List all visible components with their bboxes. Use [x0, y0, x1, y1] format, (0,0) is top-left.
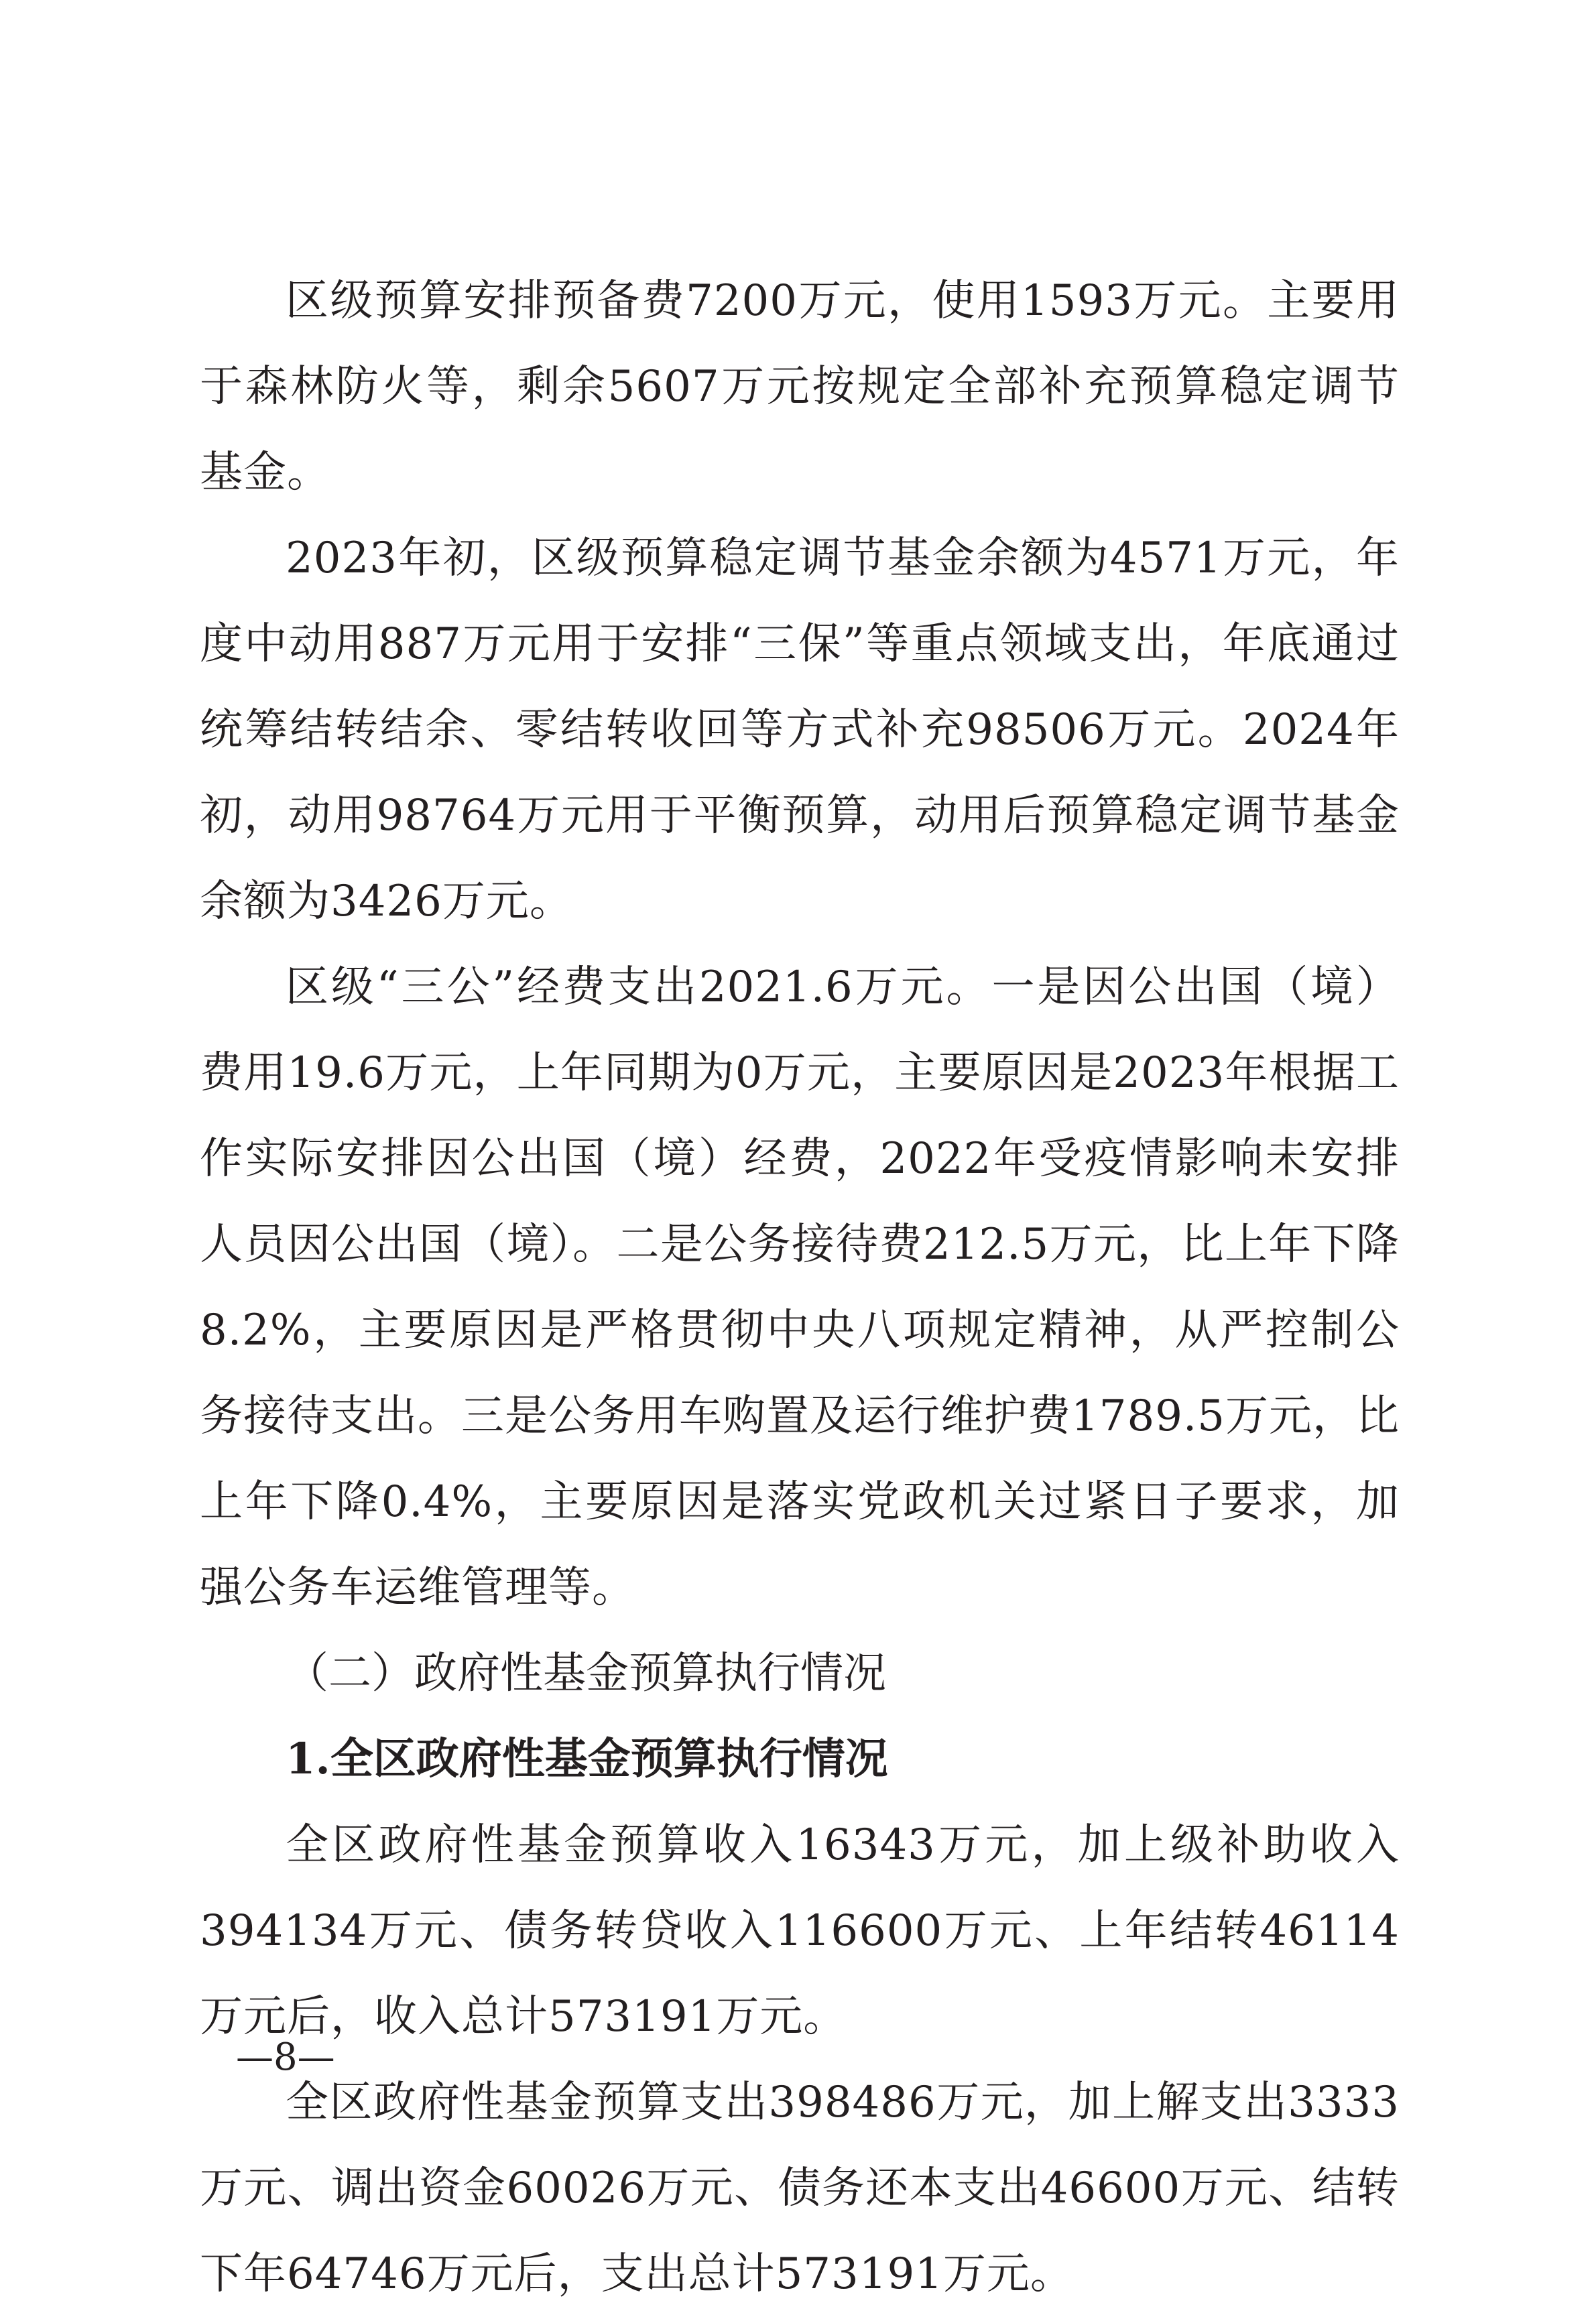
page-body [200, 258, 1400, 2317]
paragraph-three-public-expenses: 区级“三公”经费支出2021.6万元。一是因公出国（境）费用19.6万元，上年同期为0万元，主要原因是2023年根据工作实际安排因公出国（境）经费，2022年受疫情影响未安排人员因公出国（境）。二是公务接待费212.5万元，比上年下降8.2%，主要原因是严格贯彻中央八项规定精神，从严控制公务接待支出。三是公务用车购置及运行维护费1789.5万元，比上年下降0.4%，主要原因是落实党政机关过紧日子要求，加强公务车运维管理等。 [200, 962, 1400, 1613]
subsection-heading: 1.全区政府性基金预算执行情况 [286, 1734, 888, 1784]
paragraph-fund-expenditure: 全区政府性基金预算支出398486万元，加上解支出3333万元、调出资金60026万元、债务还本支出46600万元、结转下年64746万元后，支出总计573191万元。 [200, 2078, 1400, 2299]
paragraph-reserve-fund: 区级预算安排预备费7200万元，使用1593万元。主要用于森林防火等，剩余5607万元按规定全部补充预算稳定调节基金。 [200, 276, 1400, 497]
section-heading: （二）政府性基金预算执行情况 [286, 1649, 886, 1698]
page-number: —8— [236, 2036, 335, 2079]
paragraph-fund-revenue: 全区政府性基金预算收入16343万元，加上级补助收入394134万元、债务转贷收入116600万元、上年结转46114万元后，收入总计573191万元。 [200, 1820, 1400, 2042]
paragraph-stabilization-fund: 2023年初，区级预算稳定调节基金余额为4571万元，年度中动用887万元用于安排“三保”等重点领域支出，年底通过统筹结转结余、零结转收回等方式补充98506万元。2024年初，动用98764万元用于平衡预算，动用后预算稳定调节基金余额为3426万元。 [200, 534, 1400, 926]
